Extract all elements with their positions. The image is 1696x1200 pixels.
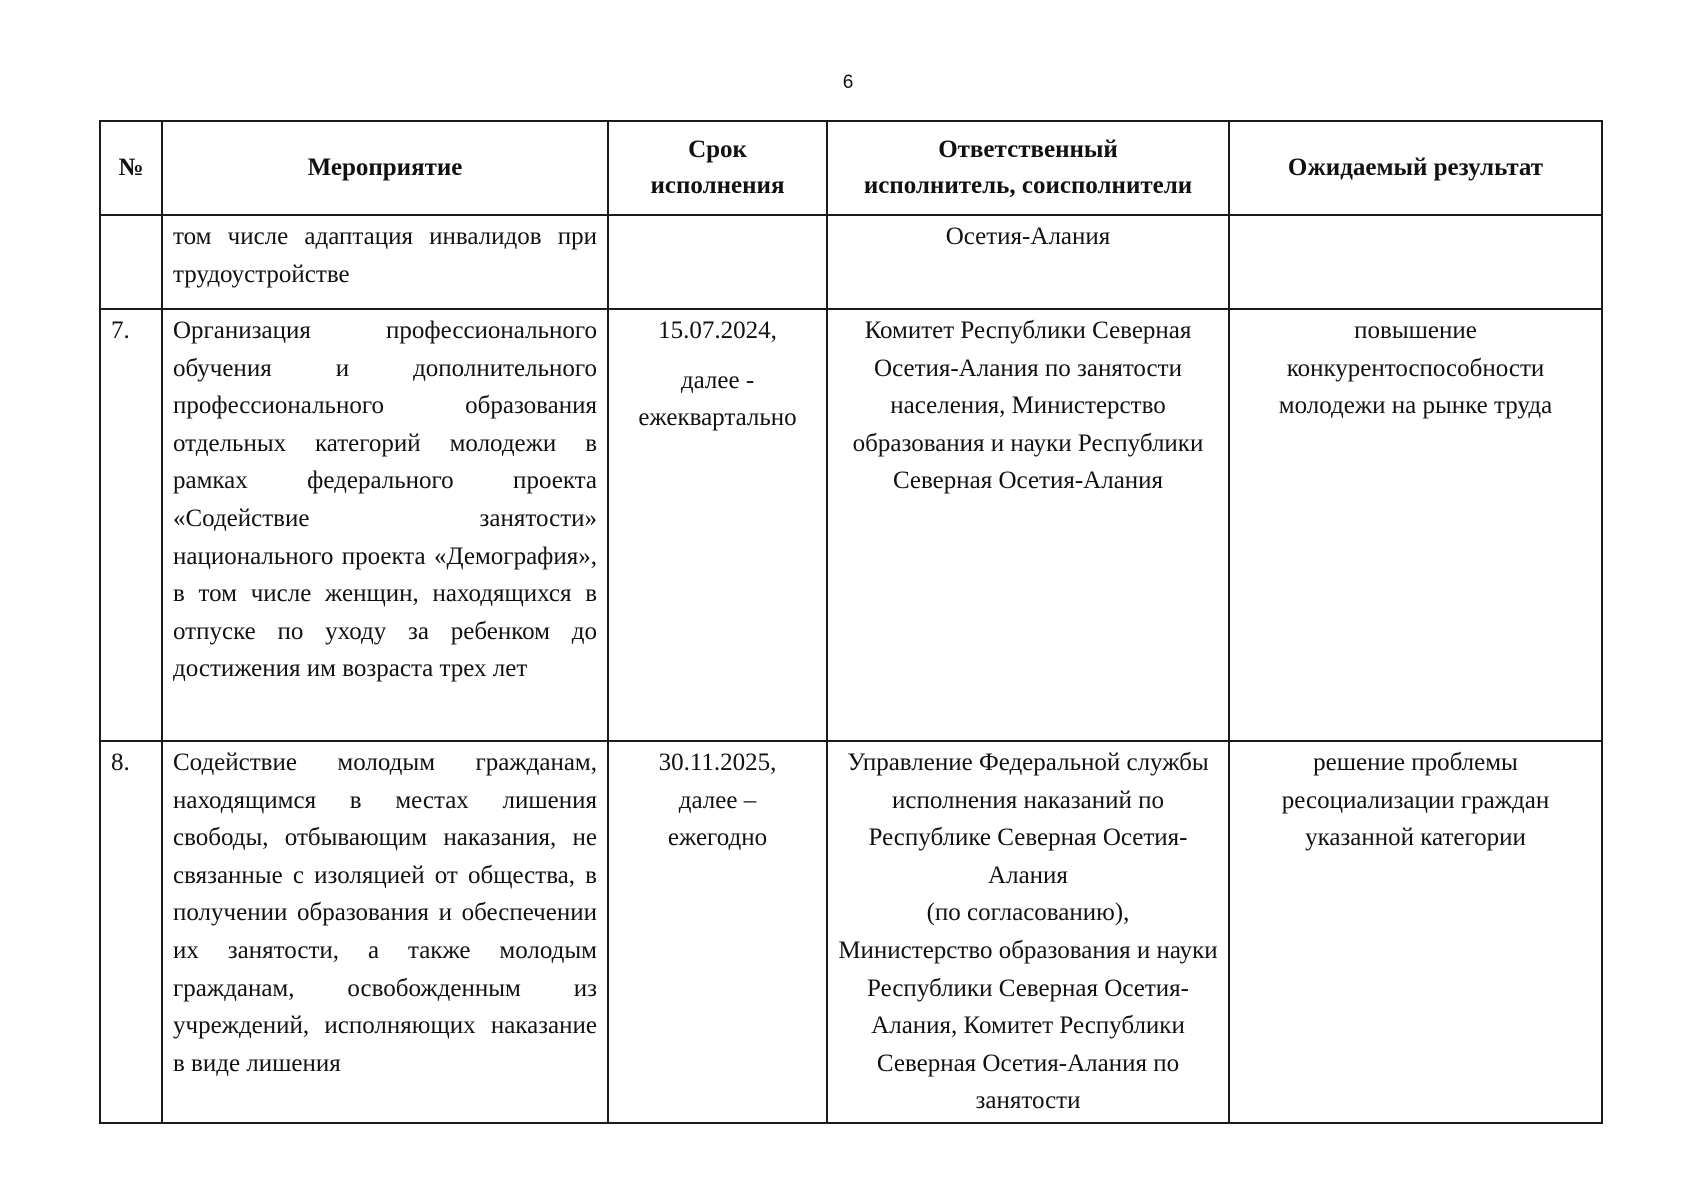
responsible-part2: (по согласованию),: [926, 899, 1130, 927]
deadline-then: далее -: [680, 366, 755, 394]
table-header-row: [100, 121, 1602, 215]
table-row: [100, 215, 1602, 309]
result-cell: [1229, 215, 1602, 309]
deadline-cell: [608, 215, 827, 309]
deadline-cell: [608, 741, 827, 1123]
deadline-date: 15.07.2024,: [658, 317, 777, 344]
deadline-period: ежеквартально: [638, 404, 797, 432]
row-number: [100, 215, 162, 309]
header-number: №: [100, 121, 162, 215]
measures-table: [99, 120, 1603, 1124]
header-result: Ожидаемый результат: [1229, 121, 1602, 215]
responsible-part1: Управление Федеральной службы исполнения наказаний по Республике Северная Осетия-Алания: [847, 749, 1209, 889]
row-number: 7.: [100, 309, 162, 741]
header-responsible: [827, 121, 1229, 215]
responsible-part3: Министерство образования и науки Республики Северная Осетия-Алания, Комитет Республики Северная Осетия-Алания по занятости: [838, 936, 1218, 1115]
header-responsible-line2: исполнитель, соисполнители: [863, 172, 1193, 199]
event-cell: Организация профессионального обучения и дополнительного профессионального образования отдельных категорий молодежи в рамках федерального проекта «Содействие занятости» национального проекта «Демография», в том числе женщин, находящихся в отпуске по уходу за ребенком до достижения им возраста трех лет: [162, 309, 608, 741]
responsible-cell: Осетия-Алания: [827, 215, 1229, 309]
result-cell: повышение конкурентоспособности молодежи на рынке труда: [1229, 309, 1602, 741]
event-cell: том числе адаптация инвалидов при трудоустройстве: [162, 215, 608, 309]
header-event: Мероприятие: [162, 121, 608, 215]
deadline-date: 30.11.2025,: [658, 749, 777, 776]
deadline-then: далее –: [678, 786, 757, 814]
header-responsible-line1: Ответственный: [938, 136, 1118, 163]
table-row: [100, 309, 1602, 741]
header-deadline-line1: Срок: [688, 136, 747, 163]
deadline-cell: [608, 309, 827, 741]
header-deadline: [608, 121, 827, 215]
responsible-cell: Комитет Республики Северная Осетия-Алания по занятости населения, Министерство образования и науки Республики Северная Осетия-Алания: [827, 309, 1229, 741]
result-cell: решение проблемы ресоциализации граждан указанной категории: [1229, 741, 1602, 1123]
table-row: [100, 741, 1602, 1123]
event-cell: Содействие молодым гражданам, находящимся в местах лишения свободы, отбывающим наказания, не связанные с изоляцией от общества, в получении образования и обеспечении их занятости, а также молодым гражданам, освобожденным из учреждений, исполняющих наказание в виде лишения: [162, 741, 608, 1123]
page-number: 6: [842, 72, 854, 93]
header-deadline-line2: исполнения: [650, 172, 785, 199]
responsible-cell: [827, 741, 1229, 1123]
row-number: 8.: [100, 741, 162, 1123]
deadline-period: ежегодно: [667, 824, 768, 852]
